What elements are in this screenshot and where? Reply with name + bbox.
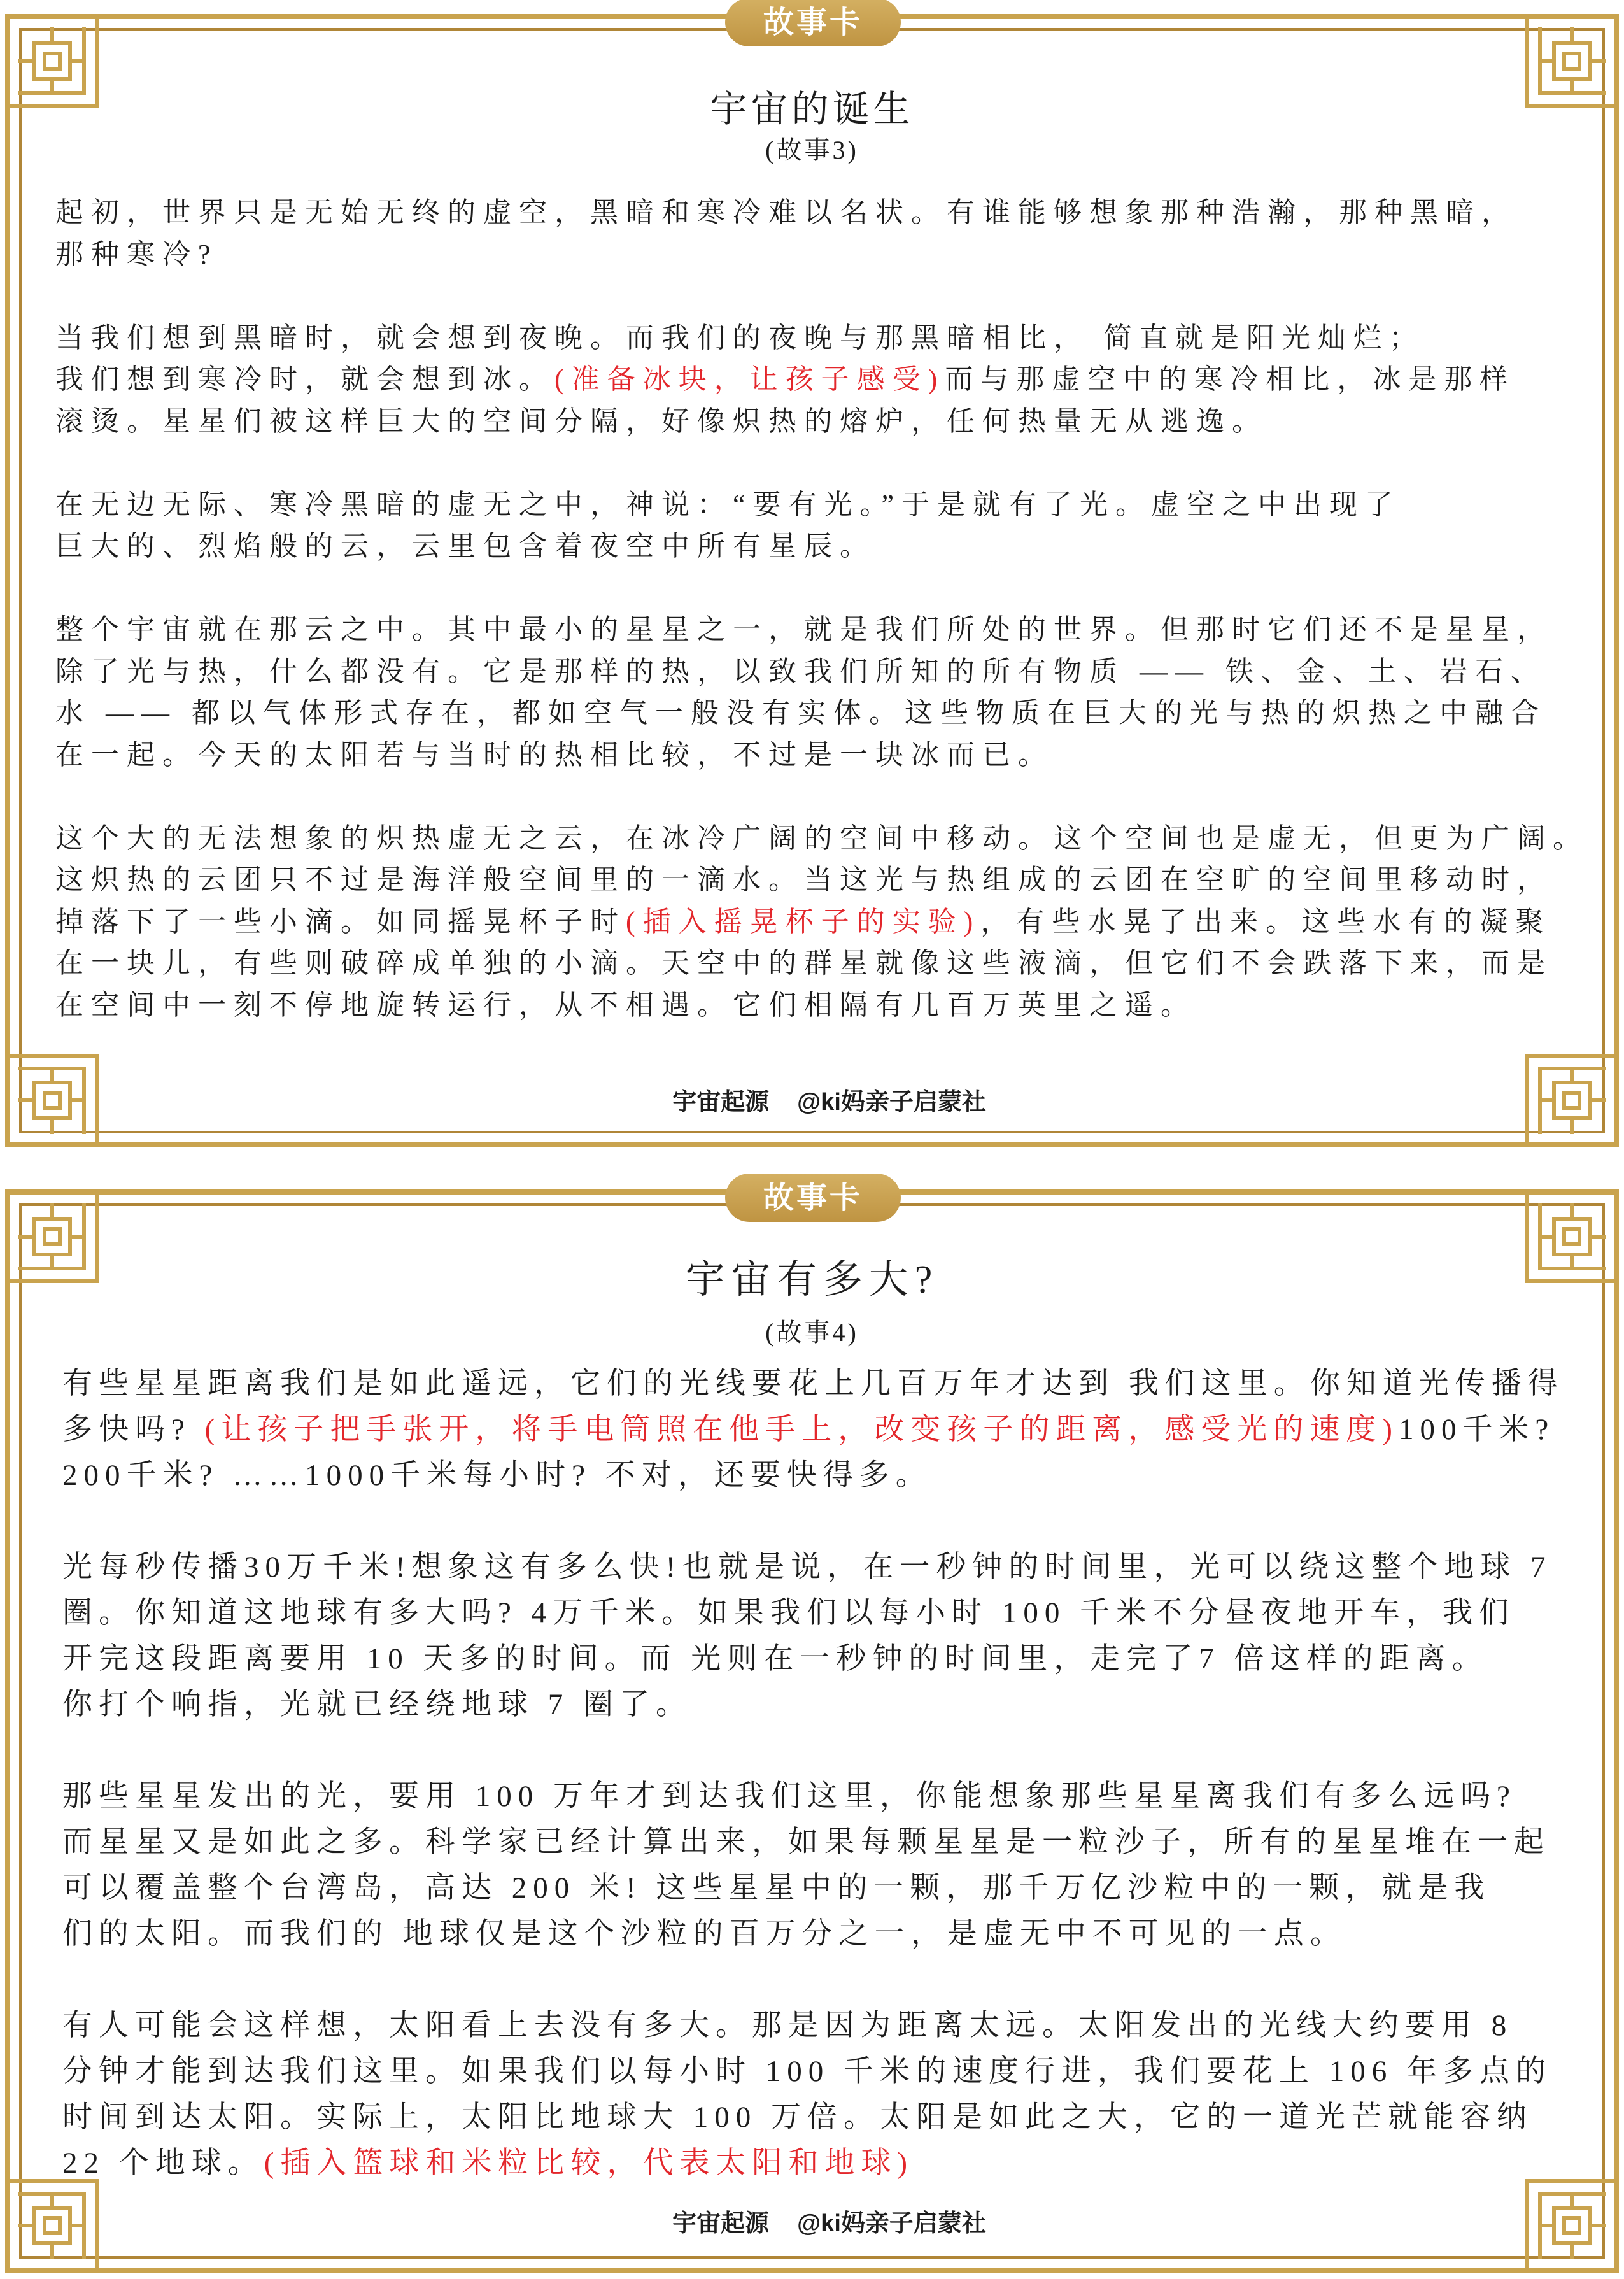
story-text: 而与那虚空中的寒冷相比，冰是那样 bbox=[945, 364, 1516, 395]
text-line bbox=[62, 2140, 1564, 2186]
story-text: 在一块儿，有些则破碎成单独的小滴。天空中的群星就像这些液滴，但它们不会跌落下来，而是 bbox=[55, 948, 1553, 979]
story-text: 在空间中一刻不停地旋转运行，从不相遇。它们相隔有几百万英里之遥。 bbox=[55, 989, 1196, 1021]
story-text: 你打个响指，光就已经绕地球 7 圈了。 bbox=[62, 1688, 692, 1721]
footer-brand: @ki妈亲子启蒙社 bbox=[797, 2210, 986, 2237]
story-title: 宇宙的诞生 bbox=[710, 89, 914, 130]
story-text: 200千米? ……1000千米每小时? 不对，还要快得多。 bbox=[62, 1459, 932, 1492]
story-card bbox=[0, 1175, 1624, 2279]
story-paragraph bbox=[62, 1773, 1564, 1957]
story-text: 起初，世界只是无始无终的虚空，黑暗和寒冷难以名状。有谁能够想象那种浩瀚，那种黑暗， bbox=[55, 197, 1517, 228]
story-text: 多快吗? bbox=[62, 1413, 205, 1446]
story-text: 巨大的、烈焰般的云，云里包含着夜空中所有星辰。 bbox=[55, 530, 875, 562]
story-paragraph bbox=[55, 484, 1588, 567]
story-number: (故事4) bbox=[765, 1318, 859, 1347]
story-text: 在无边无际、寒冷黑暗的虚无之中，神说：“要有光。”于是就有了光。虚空之中出现了 bbox=[55, 488, 1401, 520]
text-line bbox=[62, 1773, 1564, 1819]
story-text: 有些星星距离我们是如此遥远，它们的光线要花上几百万年才达到 我们这里。你知道光传播得 bbox=[62, 1367, 1564, 1400]
story-paragraph bbox=[62, 1544, 1564, 1728]
story-text: 这炽热的云团只不过是海洋般空间里的一滴水。当这光与热组成的云团在空旷的空间里移动时， bbox=[55, 864, 1553, 895]
activity-note: (插入摇晃杯子的实验) bbox=[626, 905, 981, 937]
text-line bbox=[55, 359, 1588, 401]
story-body bbox=[62, 1361, 1564, 2232]
text-line bbox=[55, 734, 1588, 776]
text-line bbox=[62, 1590, 1564, 1636]
story-text: 光每秒传播30万千米!想象这有多么快!也就是说，在一秒钟的时间里，光可以绕这整个地球 7 bbox=[62, 1551, 1552, 1584]
story-body bbox=[55, 192, 1588, 1068]
story-text: 这个大的无法想象的炽热虚无之云，在冰冷广阔的空间中移动。这个空间也是虚无，但更为广阔。 bbox=[55, 822, 1588, 854]
text-line bbox=[55, 942, 1588, 984]
text-line bbox=[55, 859, 1588, 901]
story-text: 22 个地球。 bbox=[62, 2147, 264, 2180]
story-text: 分钟才能到达我们这里。如果我们以每小时 100 千米的速度行进，我们要花上 106 年多点的 bbox=[62, 2055, 1552, 2088]
story-card-badge: 故事卡 bbox=[725, 0, 901, 46]
story-text: 除了光与热，什么都没有。它是那样的热，以致我们所知的所有物质 —— 铁、金、土、岩石、 bbox=[55, 655, 1546, 687]
story-text: 掉落下了一些小滴。如同摇晃杯子时 bbox=[55, 905, 626, 937]
text-line bbox=[55, 317, 1588, 359]
footer-topic: 宇宙起源 bbox=[672, 2210, 770, 2237]
activity-note: (插入篮球和米粒比较，代表太阳和地球) bbox=[264, 2147, 914, 2180]
text-line bbox=[62, 2003, 1564, 2048]
text-line bbox=[55, 484, 1588, 526]
story-text: 我们想到寒冷时，就会想到冰。 bbox=[55, 364, 554, 395]
text-line bbox=[55, 901, 1588, 943]
story-text: 可以覆盖整个台湾岛，高达 200 米! 这些星星中的一颗，那千万亿沙粒中的一颗，就是我 bbox=[62, 1871, 1491, 1905]
text-line bbox=[55, 651, 1588, 693]
story-paragraph bbox=[55, 818, 1588, 1026]
story-text: 水 —— 都以气体形式存在，都如空气一般没有实体。这些物质在巨大的光与热的炽热之中融合 bbox=[55, 697, 1546, 728]
text-line bbox=[62, 1911, 1564, 1957]
story-title: 宇宙有多大? bbox=[685, 1258, 939, 1302]
text-line bbox=[55, 692, 1588, 734]
text-line bbox=[55, 192, 1588, 234]
activity-note: (准备冰块，让孩子感受) bbox=[554, 364, 945, 395]
story-text: 那些星星发出的光，要用 100 万年才到达我们这里，你能想象那些星星离我们有多么远吗? bbox=[62, 1780, 1516, 1813]
lattice-line bbox=[45, 1229, 60, 1244]
story-text: 100千米? bbox=[1398, 1413, 1555, 1446]
text-line bbox=[62, 1636, 1564, 1682]
text-line bbox=[62, 1407, 1564, 1452]
text-line bbox=[62, 1682, 1564, 1728]
text-line bbox=[62, 1452, 1564, 1498]
story-text: 而星星又是如此之多。科学家已经计算出来，如果每颗星星是一粒沙子，所有的星星堆在一起 bbox=[62, 1826, 1550, 1859]
story-text: ，有些水晃了出来。这些水有的凝聚 bbox=[980, 905, 1551, 937]
story-number: (故事3) bbox=[765, 136, 859, 164]
story-text: 们的太阳。而我们的 地球仅是这个沙粒的百万分之一，是虚无中不可见的一点。 bbox=[62, 1917, 1346, 1950]
story-text: 时间到达太阳。实际上，太阳比地球大 100 万倍。太阳是如此之大，它的一道光芒就能容纳 bbox=[62, 2101, 1533, 2134]
story-paragraph bbox=[55, 192, 1588, 275]
story-paragraph bbox=[55, 317, 1588, 443]
story-paragraph bbox=[55, 609, 1588, 776]
story-text: 那种寒冷? bbox=[55, 238, 218, 270]
text-line bbox=[62, 1361, 1564, 1407]
text-line bbox=[55, 818, 1588, 860]
text-line bbox=[62, 2048, 1564, 2094]
lattice-line bbox=[1564, 1229, 1579, 1244]
story-text: 在一起。今天的太阳若与当时的热相比较，不过是一块冰而已。 bbox=[55, 739, 1054, 770]
text-line bbox=[62, 1544, 1564, 1590]
story-text: 整个宇宙就在那云之中。其中最小的星星之一，就是我们所处的世界。但那时它们还不是星星， bbox=[55, 614, 1553, 645]
lattice-line bbox=[1554, 1219, 1590, 1254]
story-paragraph bbox=[62, 1361, 1564, 1498]
text-line bbox=[55, 401, 1588, 443]
story-text: 滚烫。星星们被这样巨大的空间分隔，好像炽热的熔炉，任何热量无从逃逸。 bbox=[55, 405, 1267, 437]
lattice-line bbox=[34, 43, 70, 79]
text-line bbox=[62, 1865, 1564, 1911]
text-line bbox=[55, 984, 1588, 1026]
lattice-line bbox=[1554, 43, 1590, 79]
card-footer bbox=[34, 1084, 1624, 1120]
story-paragraph bbox=[62, 2003, 1564, 2186]
lattice-line bbox=[1564, 53, 1579, 69]
story-text: 当我们想到黑暗时，就会想到夜晚。而我们的夜晚与那黑暗相比， 简直就是阳光灿烂； bbox=[55, 322, 1425, 353]
lattice-line bbox=[34, 1219, 70, 1254]
story-card-badge: 故事卡 bbox=[725, 1174, 901, 1222]
text-line bbox=[55, 525, 1588, 567]
text-line bbox=[55, 609, 1588, 651]
footer-brand: @ki妈亲子启蒙社 bbox=[797, 1089, 986, 1116]
text-line bbox=[55, 234, 1588, 276]
card-footer bbox=[34, 2206, 1624, 2241]
story-text: 开完这段距离要用 10 天多的时间。而 光则在一秒钟的时间里，走完了7 倍这样的距离。 bbox=[62, 1642, 1488, 1675]
text-line bbox=[62, 1819, 1564, 1865]
footer-topic: 宇宙起源 bbox=[672, 1089, 770, 1116]
text-line bbox=[62, 2094, 1564, 2140]
activity-note: (让孩子把手张开，将手电筒照在他手上，改变孩子的距离，感受光的速度) bbox=[204, 1413, 1399, 1446]
lattice-line bbox=[45, 53, 60, 69]
story-text: 有人可能会这样想，太阳看上去没有多大。那是因为距离太远。太阳发出的光线大约要用 8 bbox=[62, 2009, 1513, 2042]
story-text: 圈。你知道这地球有多大吗? 4万千米。如果我们以每小时 100 千米不分昼夜地开车，我们 bbox=[62, 1596, 1516, 1629]
